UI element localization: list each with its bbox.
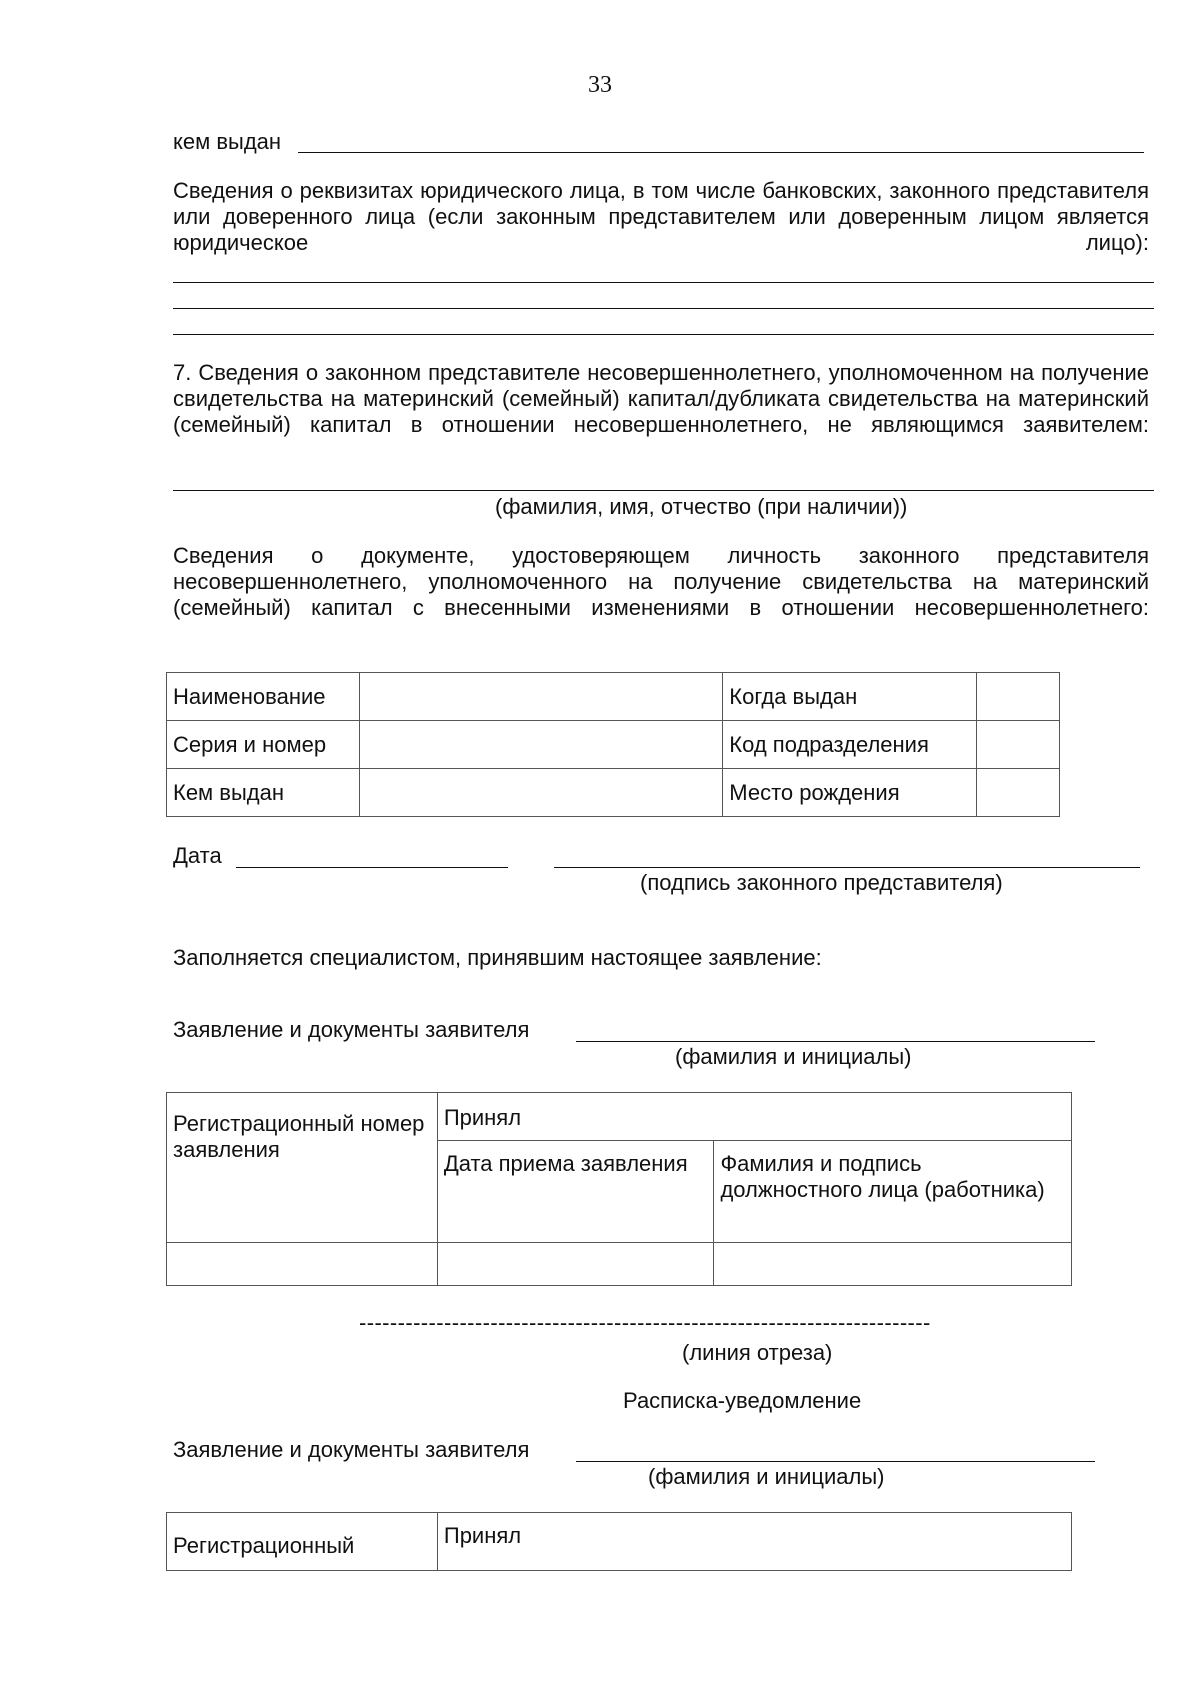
section7-paragraph: 7. Сведения о законном представителе несовершеннолетнего, уполномоченном на получение свидетельства на материнский (семейный) капитал/дубликата свидетельства на материнский (семейный) капитал в отношении несовершеннолетнего, не являющимся заявителем: [173, 360, 1149, 437]
id-document-table [166, 672, 1060, 817]
receipt-applicant-field[interactable] [576, 1461, 1095, 1462]
date-received-cell[interactable] [437, 1243, 714, 1286]
id-table-division-code-cell[interactable] [977, 721, 1060, 769]
receipt-accepted-label: Принял [437, 1513, 1071, 1571]
id-table-issuer-cell[interactable] [359, 769, 722, 817]
receipt-applicant-caption: (фамилия и инициалы) [648, 1464, 885, 1489]
receipt-reg-label: Регистрационный [167, 1513, 438, 1571]
table-row [167, 721, 1060, 769]
specialist-applicant-caption: (фамилия и инициалы) [675, 1044, 912, 1069]
table-row [167, 1513, 1072, 1571]
official-cell[interactable] [714, 1243, 1072, 1286]
cut-line: -------------------------------------------------------------------------- [359, 1310, 931, 1335]
official-header: Фамилия и подпись должностного лица (работника) [714, 1141, 1072, 1243]
id-table-issue-date-cell[interactable] [977, 673, 1060, 721]
table-row [167, 1243, 1072, 1286]
date-label: Дата [173, 843, 222, 868]
legal-entity-paragraph: Сведения о реквизитах юридического лица, в том числе банковских, законного представителя или доверенного лица (если законным представителем или доверенным лицом является юридическое лицо): [173, 178, 1149, 255]
representative-name-field[interactable] [173, 490, 1154, 491]
specialist-applicant-label: Заявление и документы заявителя [173, 1017, 530, 1042]
id-table-label: Место рождения [723, 769, 977, 817]
id-table-series-cell[interactable] [359, 721, 722, 769]
specialist-heading: Заполняется специалистом, принявшим настоящее заявление: [173, 945, 822, 970]
registration-table [166, 1092, 1072, 1286]
id-table-name-cell[interactable] [359, 673, 722, 721]
cut-line-caption: (линия отреза) [682, 1340, 833, 1365]
accepted-header: Принял [437, 1093, 1071, 1141]
date-field[interactable] [236, 867, 508, 868]
table-row [167, 769, 1060, 817]
id-table-label: Код подразделения [723, 721, 977, 769]
reg-number-cell[interactable] [167, 1243, 438, 1286]
page-number: 33 [588, 72, 612, 98]
legal-entity-field-line-2[interactable] [173, 308, 1154, 309]
receipt-title: Расписка-уведомление [623, 1388, 862, 1413]
receipt-table [166, 1512, 1072, 1571]
date-received-header: Дата приема заявления [437, 1141, 714, 1243]
reg-number-header: Регистрационный номер заявления [167, 1093, 438, 1243]
receipt-applicant-label: Заявление и документы заявителя [173, 1437, 530, 1462]
signature-field[interactable] [554, 867, 1140, 868]
id-table-label: Кем выдан [167, 769, 360, 817]
id-table-label: Наименование [167, 673, 360, 721]
issued-by-label: кем выдан [173, 129, 282, 154]
specialist-applicant-field[interactable] [576, 1041, 1095, 1042]
signature-caption: (подпись законного представителя) [640, 870, 1003, 895]
id-table-label: Когда выдан [723, 673, 977, 721]
legal-entity-field-line-1[interactable] [173, 282, 1154, 283]
id-table-birthplace-cell[interactable] [977, 769, 1060, 817]
table-row [167, 673, 1060, 721]
table-row [167, 1093, 1072, 1141]
id-document-paragraph: Сведения о документе, удостоверяющем личность законного представителя несовершеннолетнего, уполномоченного на получение свидетельства на материнский (семейный) капитал с внесенными изменениями в отношении несовершеннолетнего: [173, 543, 1149, 620]
legal-entity-field-line-3[interactable] [173, 334, 1154, 335]
representative-name-caption: (фамилия, имя, отчество (при наличии)) [495, 494, 908, 519]
id-table-label: Серия и номер [167, 721, 360, 769]
issued-by-field[interactable] [298, 152, 1144, 153]
